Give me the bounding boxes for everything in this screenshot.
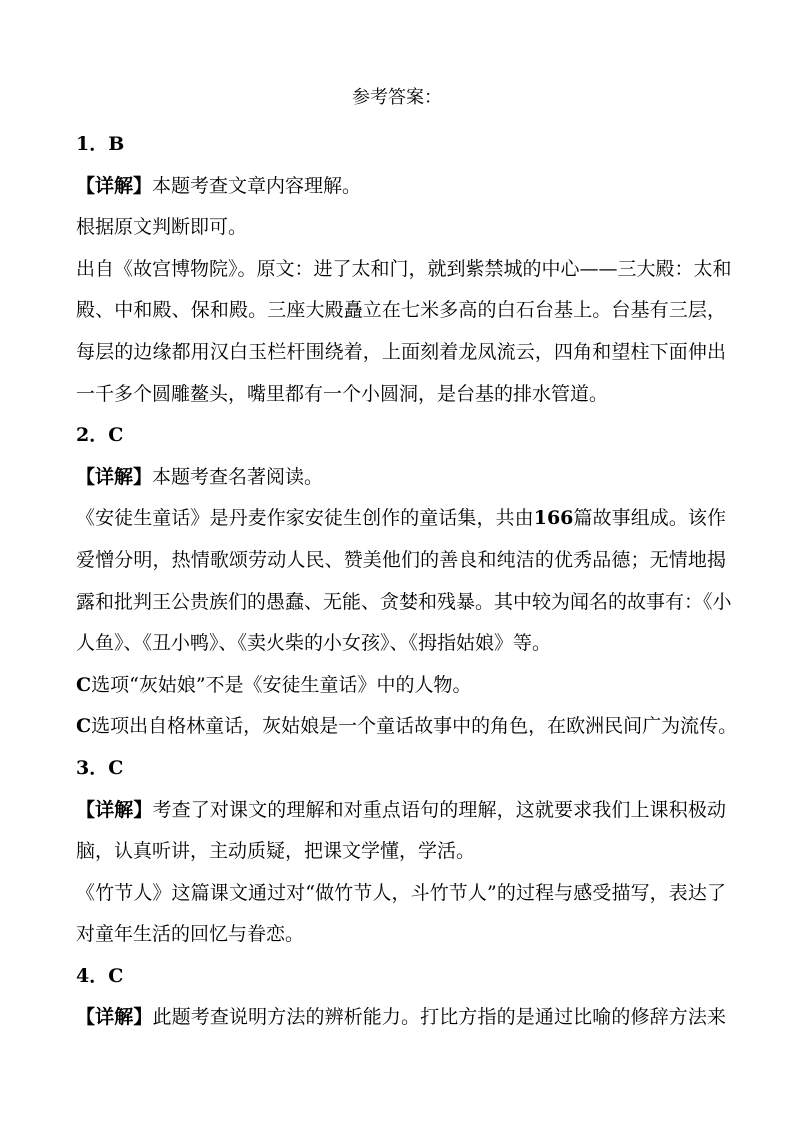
q2-line-6b: 选项出自格林童话，灰姑娘是一个童话故事中的角色，在欧洲民间广为流传。 xyxy=(91,715,738,738)
q2-line-1 xyxy=(76,498,726,540)
q4-detail-text: 此题考查说明方法的辨析能力。打比方指的是通过比喻的修辞方法来 xyxy=(152,1006,726,1029)
page-title: 参考答案： xyxy=(352,87,442,108)
q2-line-6 xyxy=(76,706,738,748)
q2-detail xyxy=(76,457,726,499)
q4-detail-tag: 【详解】 xyxy=(76,1006,153,1029)
q4-detail xyxy=(76,997,726,1039)
q3-detail-text: 考查了对课文的理解和对重点语句的理解，这就要求我们上课积极动 xyxy=(152,798,726,821)
q1-number: 1．B xyxy=(76,133,125,155)
q1-detail-text: 本题考查文章内容理解。 xyxy=(152,174,362,197)
q3-line-4: 对童年生活的回忆与眷恋。 xyxy=(76,923,305,946)
q1-detail-tag: 【详解】 xyxy=(76,174,153,197)
q2-line-3: 露和批判王公贵族们的愚蠢、无能、贪婪和残暴。其中较为闻名的故事有：《小 xyxy=(76,590,732,613)
q2-story-count: 166 xyxy=(533,507,574,530)
q2-detail-tag: 【详解】 xyxy=(76,465,153,488)
q3-number: 3．C xyxy=(76,756,124,779)
q2-number: 2．C xyxy=(76,424,124,447)
q1-line-1: 根据原文判断即可。 xyxy=(76,216,248,239)
q2-detail-text: 本题考查名著阅读。 xyxy=(152,465,324,488)
q2-line-5 xyxy=(76,665,726,707)
q1-line-2: 出自《故宫博物院》。原文：进了太和门，就到紫禁城的中心——三大殿：太和 xyxy=(76,257,732,280)
q1-detail xyxy=(76,166,726,208)
q3-detail xyxy=(76,790,726,832)
q1-line-4: 每层的边缘都用汉白玉栏杆围绕着，上面刻着龙凤流云，四角和望柱下面伸出 xyxy=(76,340,726,363)
q2-line-1c: 篇故事组成。该作 xyxy=(573,507,726,530)
q1-line-3: 殿、中和殿、保和殿。三座大殿矗立在七米多高的白石台基上。台基有三层， xyxy=(76,299,726,322)
answer-content xyxy=(76,124,738,1039)
q3-detail-tag: 【详解】 xyxy=(76,798,153,821)
q2-option-label-2: C xyxy=(76,715,92,738)
q2-line-5b: 选项“灰姑娘”不是《安徒生童话》中的人物。 xyxy=(91,673,472,696)
q2-option-label-1: C xyxy=(76,673,92,696)
q4-number: 4．C xyxy=(76,964,124,987)
q1-line-5: 一千多个圆雕鳌头，嘴里都有一个小圆洞，是台基的排水管道。 xyxy=(76,382,609,405)
q3-line-3: 《竹节人》这篇课文通过对“做竹节人，斗竹节人”的过程与感受描写，表达了 xyxy=(76,881,726,904)
q2-line-4: 人鱼》、《丑小鸭》、《卖火柴的小女孩》、《拇指姑娘》等。 xyxy=(76,632,552,655)
q2-line-2: 爱憎分明，热情歌颂劳动人民、赞美他们的善良和纯洁的优秀品德；无情地揭 xyxy=(76,548,726,571)
q2-line-1a: 《安徒生童话》是丹麦作家安徒生创作的童话集，共由 xyxy=(76,507,534,530)
q3-line-2: 脑，认真听讲，主动质疑，把课文学懂，学活。 xyxy=(76,840,476,863)
